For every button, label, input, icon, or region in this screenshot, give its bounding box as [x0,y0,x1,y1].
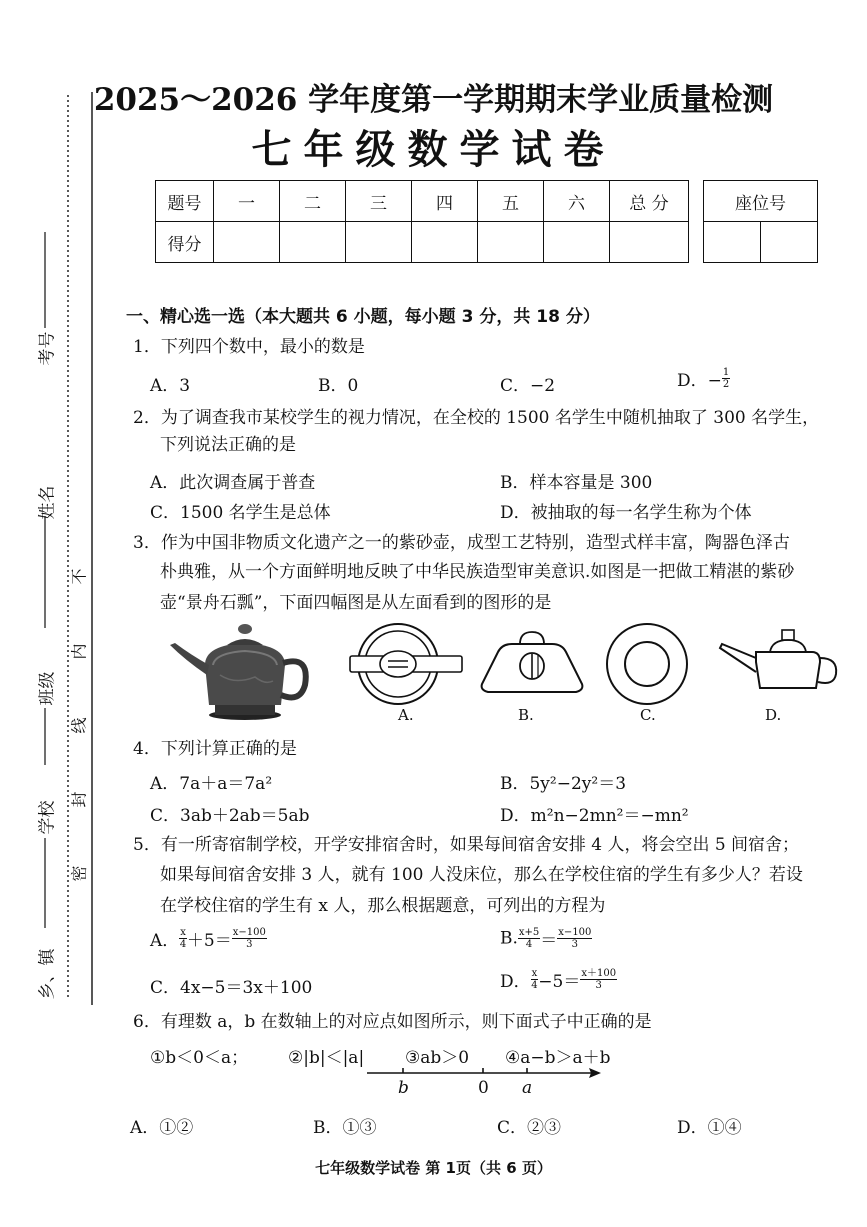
fraction [232,927,267,950]
q5-d-prefix: D． [500,972,531,992]
numerator: x＋100 [581,968,617,979]
denominator: 3 [571,939,579,950]
question-3-stem-line3: 壶“景舟石瓢”，下面四幅图是从左面看到的图形的是 [160,593,552,613]
q4-option-a[interactable]: A．7a＋a＝7a² [150,774,273,794]
q3-figure-a [348,622,470,707]
q2-option-d[interactable]: D．被抽取的每一名学生称为个体 [500,503,752,523]
score-header-cell: 五 [478,181,544,222]
q2-option-c[interactable]: C．1500 名学生是总体 [150,503,331,523]
score-header-cell: 题号 [156,181,214,222]
town-label: 乡、镇 [37,948,58,1000]
denominator: 3 [246,939,253,950]
q1-option-d[interactable] [677,366,730,391]
fraction [179,927,187,950]
q4-option-d[interactable]: D．m²n−2mn²＝−mn² [500,806,689,826]
seat-label: 座位号 [704,181,818,222]
score-cell[interactable] [346,222,412,263]
score-cell[interactable] [280,222,346,263]
denominator: 3 [595,980,602,991]
exam-number-label: 考号 [37,331,58,366]
fraction [557,927,592,950]
question-5-stem-line2: 如果每间宿舍安排 3 人，就有 100 人没床位，那么在学校住宿的学生有多少人？若设 [160,865,803,885]
score-table [155,180,689,263]
fraction [518,927,540,950]
q6-statement-4: ④a−b＞a＋b [505,1048,611,1068]
question-4-stem: 4．下列计算正确的是 [133,739,297,759]
score-cell[interactable] [544,222,610,263]
number-line-label-a: a [522,1078,533,1098]
score-header-cell: 总 分 [610,181,689,222]
q3-figure-c [603,620,691,708]
numerator: x+5 [518,927,540,938]
question-2-stem-line1: 2．为了调查我市某校学生的视力情况，在全校的 1500 名学生中随机抽取了 300 名学生， [133,408,820,428]
q3-figure-b [478,628,586,700]
page-footer: 七年级数学试卷 第 1页（共 6 页） [315,1159,552,1177]
q3-label-b[interactable]: B. [518,706,534,724]
q3-label-d[interactable]: D. [765,706,782,724]
q6-statement-2: ②|b|＜|a| [288,1048,365,1068]
score-cell[interactable] [214,222,280,263]
question-5-stem-line1: 5．有一所寄宿制学校，开学安排宿舍时，如果每间宿舍安排 4 人，将会空出 5 间宿舍； [133,835,800,855]
seal-char-5: 密 [69,865,89,882]
seal-char-1: 不 [69,568,89,585]
score-header-cell: 六 [544,181,610,222]
q3-label-c[interactable]: C. [640,706,656,724]
q5-d-mid: −5＝ [538,972,581,992]
q6-option-d[interactable]: D．①④ [677,1118,742,1138]
score-header-cell: 三 [346,181,412,222]
q6-option-c[interactable]: C．②③ [497,1118,562,1138]
number-line-label-b: b [398,1078,409,1098]
score-cell[interactable] [412,222,478,263]
class-label: 班级 [37,671,58,706]
denominator: 4 [531,980,538,991]
q3-figure-d [716,622,840,698]
denominator: 2 [722,379,730,390]
question-1-stem: 1．下列四个数中，最小的数是 [133,337,365,357]
binding-margin-lines [0,0,120,1227]
q6-statement-1: ①b＜0＜a； [150,1048,249,1068]
q6-option-a[interactable]: A．①② [130,1118,194,1138]
q6-option-b[interactable]: B．①③ [313,1118,377,1138]
q5-a-prefix: A． [150,931,180,951]
seat-cell[interactable] [761,222,818,263]
teapot-photo [165,615,310,720]
name-label: 姓名 [37,485,58,520]
q1-option-c[interactable]: C．−2 [500,376,556,396]
q4-option-c[interactable]: C．3ab＋2ab＝5ab [150,806,310,826]
seat-cell[interactable] [704,222,761,263]
seal-char-4: 封 [69,791,89,808]
score-cell[interactable] [610,222,689,263]
q5-option-d[interactable] [500,967,617,992]
denominator: 4 [525,939,533,950]
question-3-stem-line1: 3．作为中国非物质文化遗产之一的紫砂壶，成型工艺特别，造型式样丰富，陶器色泽古 [133,533,790,553]
q3-label-a[interactable]: A. [398,706,414,724]
q1-d-prefix: D．− [677,371,722,391]
score-cell[interactable] [478,222,544,263]
q5-b-prefix: B. [500,928,518,949]
q1-option-a[interactable]: A．3 [150,376,191,396]
fraction [722,367,730,390]
number-line-label-0: 0 [478,1078,489,1098]
numerator: 1 [722,367,730,378]
school-label: 学校 [37,800,58,835]
q1-option-b[interactable]: B．0 [318,376,359,396]
section-heading: 一、精心选一选（本大题共 6 小题，每小题 3 分，共 18 分） [126,307,600,327]
seal-char-3: 线 [69,717,89,734]
question-3-stem-line2: 朴典雅，从一个方面鲜明地反映了中华民族造型审美意识.如图是一把做工精湛的紫砂 [160,562,795,582]
numerator: x [180,927,186,938]
numerator: x−100 [232,927,266,938]
score-header-cell: 二 [280,181,346,222]
score-header-cell: 四 [412,181,478,222]
q5-option-c[interactable]: C．4x−5＝3x＋100 [150,978,313,998]
question-2-stem-line2: 下列说法正确的是 [160,435,296,455]
fraction [580,968,617,991]
exam-title: 七年级数学试卷 [251,126,616,173]
q5-b-mid: ＝ [540,931,558,951]
q4-option-b[interactable]: B．5y²−2y²＝3 [500,774,627,794]
q5-option-b[interactable] [500,926,592,951]
denominator: 4 [179,939,187,950]
seal-char-2: 内 [69,643,89,660]
numerator: x [531,968,538,979]
q2-option-a[interactable]: A．此次调查属于普查 [150,473,316,493]
q2-option-b[interactable]: B．样本容量是 300 [500,473,653,493]
seat-table [703,180,818,263]
question-5-stem-line3: 在学校住宿的学生有 x 人，那么根据题意，可列出的方程为 [160,896,606,916]
score-header-cell: 一 [214,181,280,222]
exam-term-title: 2025～2026 学年度第一学期期末学业质量检测 [93,82,774,118]
question-6-stem: 6．有理数 a，b 在数轴上的对应点如图所示，则下面式子中正确的是 [133,1012,652,1032]
numerator: x−100 [558,927,592,938]
q5-option-a[interactable] [150,926,267,951]
score-row-label: 得分 [156,222,214,263]
q6-statement-3: ③ab＞0 [405,1048,470,1068]
q5-a-mid: ＋5＝ [186,931,232,951]
